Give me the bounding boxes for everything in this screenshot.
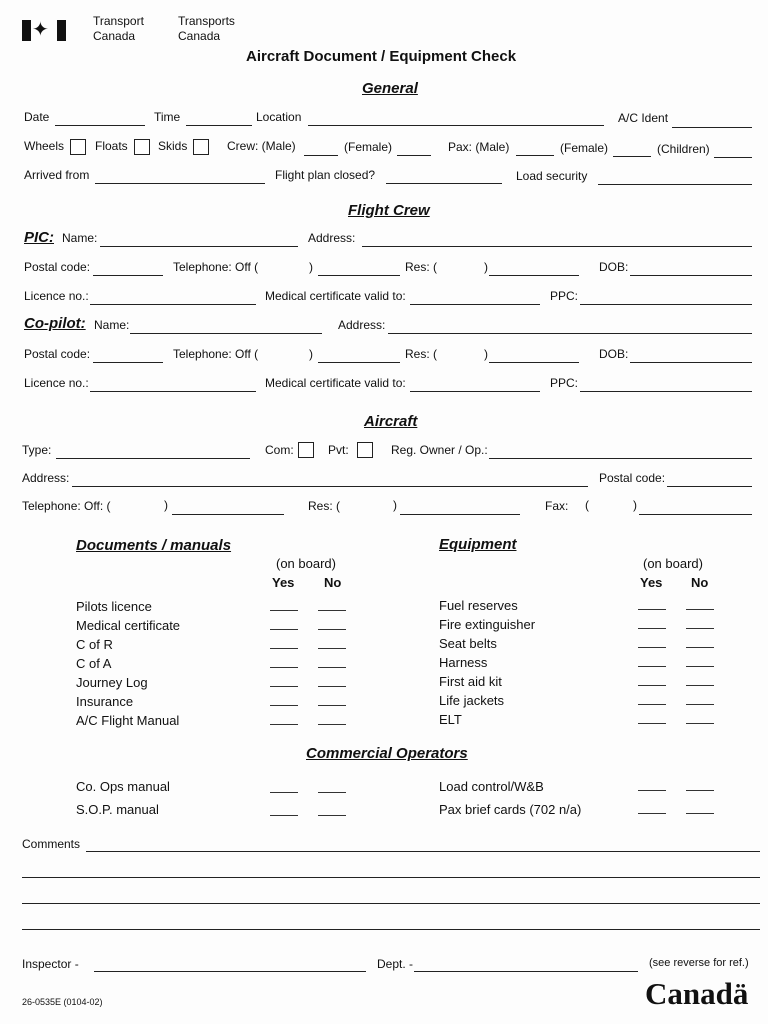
equipment-no-blank[interactable]: [686, 685, 714, 686]
commercial-no-blank[interactable]: [318, 792, 346, 793]
form-title: Aircraft Document / Equipment Check: [246, 48, 517, 65]
document-item: Journey Log: [76, 675, 148, 690]
equipment-item: ELT: [439, 712, 462, 727]
arrived-from-field[interactable]: [95, 183, 265, 184]
commercial-no-blank[interactable]: [318, 815, 346, 816]
document-no-blank[interactable]: [318, 629, 346, 630]
floats-label: Floats: [95, 139, 128, 153]
pic-dob-field[interactable]: [630, 275, 752, 276]
document-no-blank[interactable]: [318, 686, 346, 687]
form-number: 26-0535E (0104-02): [22, 997, 103, 1007]
pic-telephone-paren: ): [309, 260, 313, 274]
document-item: C of A: [76, 656, 112, 671]
commercial-yes-blank[interactable]: [270, 815, 298, 816]
document-yes-blank[interactable]: [270, 724, 298, 725]
reg-owner-field[interactable]: [489, 458, 752, 459]
document-no-blank[interactable]: [318, 705, 346, 706]
crew-female-label: (Female): [344, 140, 393, 154]
copilot-name-field[interactable]: [130, 333, 322, 334]
copilot-name-label: Name:: [94, 318, 130, 332]
equipment-yes-blank[interactable]: [638, 647, 666, 648]
pic-dob-label: DOB:: [599, 260, 629, 274]
commercial-yes-blank[interactable]: [638, 813, 666, 814]
aircraft-heading: Aircraft: [364, 413, 418, 430]
copilot-ppc-field[interactable]: [580, 391, 752, 392]
reg-owner-label: Reg. Owner / Op.:: [391, 443, 488, 457]
document-yes-blank[interactable]: [270, 648, 298, 649]
fax-label: Fax:: [545, 499, 569, 513]
pvt-label: Pvt:: [328, 443, 349, 457]
equipment-no-blank[interactable]: [686, 704, 714, 705]
time-label: Time: [154, 110, 181, 124]
document-yes-blank[interactable]: [270, 686, 298, 687]
aircraft-telephone-label: Telephone: Off: (: [22, 499, 111, 513]
canada-wordmark: Canadä: [645, 976, 749, 1011]
commercial-item: Load control/W&B: [439, 779, 544, 794]
load-security-label: Load security: [516, 169, 588, 183]
equipment-yes-blank[interactable]: [638, 609, 666, 610]
equipment-on-board-label: (on board): [643, 556, 703, 571]
document-item: A/C Flight Manual: [76, 713, 180, 728]
commercial-no-blank[interactable]: [686, 813, 714, 814]
dept-label: Dept. -: [377, 957, 414, 971]
crew-female-field[interactable]: [397, 155, 431, 156]
commercial-item: Co. Ops manual: [76, 779, 170, 794]
comments-label: Comments: [22, 837, 81, 851]
pax-male-field[interactable]: [516, 155, 554, 156]
document-yes-blank[interactable]: [270, 667, 298, 668]
floats-checkbox[interactable]: [134, 139, 150, 155]
skids-checkbox[interactable]: [193, 139, 209, 155]
pax-female-field[interactable]: [613, 156, 651, 157]
equipment-yes-blank[interactable]: [638, 628, 666, 629]
aircraft-res-field[interactable]: [400, 514, 520, 515]
equipment-item: Fuel reserves: [439, 598, 518, 613]
equipment-no-blank[interactable]: [686, 647, 714, 648]
equipment-yes-blank[interactable]: [638, 704, 666, 705]
pic-name-field[interactable]: [100, 246, 298, 247]
crew-male-label: Crew: (Male): [227, 139, 296, 153]
dept-name-en-line1: Transport: [93, 14, 144, 28]
aircraft-res-label: Res: (: [308, 499, 341, 513]
documents-on-board-label: (on board): [276, 556, 336, 571]
documents-yes-header: Yes: [272, 575, 295, 590]
see-reverse-note: (see reverse for ref.): [649, 957, 749, 969]
date-field[interactable]: [55, 125, 145, 126]
com-checkbox[interactable]: [298, 442, 314, 458]
aircraft-type-label: Type:: [22, 443, 52, 457]
copilot-res-paren: ): [484, 347, 488, 361]
documents-no-header: No: [324, 575, 342, 590]
aircraft-postal-code-label: Postal code:: [599, 471, 666, 485]
pic-name-label: Name:: [62, 231, 98, 245]
equipment-item: Seat belts: [439, 636, 497, 651]
copilot-label: Co-pilot:: [24, 315, 86, 332]
copilot-res-label: Res: (: [405, 347, 438, 361]
general-heading: General: [362, 80, 418, 97]
date-label: Date: [24, 110, 50, 124]
load-security-field[interactable]: [598, 184, 752, 185]
flight-plan-closed-label: Flight plan closed?: [275, 168, 376, 182]
aircraft-type-field[interactable]: [56, 458, 250, 459]
commercial-item: S.O.P. manual: [76, 802, 159, 817]
document-yes-blank[interactable]: [270, 629, 298, 630]
copilot-ppc-label: PPC:: [550, 376, 579, 390]
equipment-no-blank[interactable]: [686, 723, 714, 724]
commercial-no-blank[interactable]: [686, 790, 714, 791]
copilot-medical-label: Medical certificate valid to:: [265, 376, 406, 390]
pic-licence-field[interactable]: [90, 304, 256, 305]
ac-ident-field[interactable]: [672, 127, 752, 128]
arrived-from-label: Arrived from: [24, 168, 90, 182]
comments-line[interactable]: [22, 929, 760, 930]
copilot-telephone-label: Telephone: Off (: [173, 347, 259, 361]
comments-line[interactable]: [22, 877, 760, 878]
flight-crew-heading: Flight Crew: [348, 202, 430, 219]
flight-plan-closed-field[interactable]: [386, 183, 502, 184]
equipment-yes-blank[interactable]: [638, 685, 666, 686]
equipment-no-blank[interactable]: [686, 666, 714, 667]
document-yes-blank[interactable]: [270, 610, 298, 611]
maple-leaf-icon: ✦: [32, 19, 49, 41]
pvt-checkbox[interactable]: [357, 442, 373, 458]
copilot-telephone-field[interactable]: [318, 362, 400, 363]
pic-address-field[interactable]: [362, 246, 752, 247]
pax-male-label: Pax: (Male): [448, 140, 510, 154]
pic-ppc-field[interactable]: [580, 304, 752, 305]
document-no-blank[interactable]: [318, 724, 346, 725]
equipment-yes-blank[interactable]: [638, 723, 666, 724]
aircraft-address-field[interactable]: [72, 486, 588, 487]
aircraft-postal-code-field[interactable]: [667, 486, 752, 487]
comments-line[interactable]: [86, 851, 760, 852]
pic-licence-label: Licence no.:: [24, 289, 89, 303]
equipment-item: Fire extinguisher: [439, 617, 536, 632]
pic-telephone-field[interactable]: [318, 275, 400, 276]
equipment-item: Life jackets: [439, 693, 505, 708]
location-field[interactable]: [308, 125, 604, 126]
wheels-checkbox[interactable]: [70, 139, 86, 155]
equipment-no-header: No: [691, 575, 709, 590]
equipment-heading: Equipment: [439, 536, 517, 553]
pic-medical-label: Medical certificate valid to:: [265, 289, 406, 303]
dept-field[interactable]: [414, 971, 638, 972]
copilot-res-field[interactable]: [489, 362, 579, 363]
pic-ppc-label: PPC:: [550, 289, 579, 303]
comments-line[interactable]: [22, 903, 760, 904]
com-label: Com:: [265, 443, 294, 457]
location-label: Location: [256, 110, 302, 124]
copilot-address-field[interactable]: [388, 333, 752, 334]
pic-telephone-label: Telephone: Off (: [173, 260, 259, 274]
copilot-licence-field[interactable]: [90, 391, 256, 392]
crew-male-field[interactable]: [304, 155, 338, 156]
aircraft-address-label: Address:: [22, 471, 70, 485]
commercial-item: Pax brief cards (702 n/a): [439, 802, 582, 817]
copilot-postal-code-label: Postal code:: [24, 347, 91, 361]
copilot-licence-label: Licence no.:: [24, 376, 89, 390]
document-no-blank[interactable]: [318, 610, 346, 611]
document-item: Insurance: [76, 694, 134, 709]
fax-close-paren: ): [633, 498, 637, 512]
children-label: (Children): [657, 142, 710, 156]
fax-field[interactable]: [639, 514, 752, 515]
document-no-blank[interactable]: [318, 648, 346, 649]
commercial-yes-blank[interactable]: [270, 792, 298, 793]
pic-res-field[interactable]: [489, 275, 579, 276]
copilot-address-label: Address:: [338, 318, 386, 332]
document-item: C of R: [76, 637, 113, 652]
documents-heading: Documents / manuals: [76, 537, 232, 554]
fax-open-paren: (: [585, 498, 589, 512]
copilot-telephone-paren: ): [309, 347, 313, 361]
copilot-postal-code-field[interactable]: [93, 362, 163, 363]
skids-label: Skids: [158, 139, 188, 153]
dept-name-fr-line2: Canada: [178, 29, 221, 43]
aircraft-telephone-field[interactable]: [172, 514, 284, 515]
aircraft-telephone-paren: ): [164, 498, 168, 512]
inspector-field[interactable]: [94, 971, 366, 972]
aircraft-res-paren: ): [393, 498, 397, 512]
equipment-yes-blank[interactable]: [638, 666, 666, 667]
document-yes-blank[interactable]: [270, 705, 298, 706]
ac-ident-label: A/C Ident: [618, 111, 669, 125]
pic-address-label: Address:: [308, 231, 356, 245]
commercial-operators-heading: Commercial Operators: [306, 745, 468, 762]
equipment-no-blank[interactable]: [686, 609, 714, 610]
children-field[interactable]: [714, 157, 752, 158]
pic-postal-code-label: Postal code:: [24, 260, 91, 274]
document-item: Medical certificate: [76, 618, 181, 633]
wheels-label: Wheels: [24, 139, 65, 153]
copilot-dob-label: DOB:: [599, 347, 629, 361]
document-item: Pilots licence: [76, 599, 152, 614]
equipment-no-blank[interactable]: [686, 628, 714, 629]
pic-res-paren: ): [484, 260, 488, 274]
dept-name-en-line2: Canada: [93, 29, 136, 43]
equipment-item: Harness: [439, 655, 488, 670]
commercial-yes-blank[interactable]: [638, 790, 666, 791]
equipment-item: First aid kit: [439, 674, 502, 689]
pic-medical-field[interactable]: [410, 304, 540, 305]
copilot-dob-field[interactable]: [630, 362, 752, 363]
dept-name-fr-line1: Transports: [178, 14, 235, 28]
inspector-label: Inspector -: [22, 957, 79, 971]
time-field[interactable]: [186, 125, 252, 126]
pax-female-label: (Female): [560, 141, 609, 155]
copilot-medical-field[interactable]: [410, 391, 540, 392]
document-no-blank[interactable]: [318, 667, 346, 668]
pic-postal-code-field[interactable]: [93, 275, 163, 276]
pic-res-label: Res: (: [405, 260, 438, 274]
equipment-yes-header: Yes: [640, 575, 663, 590]
pic-label: PIC:: [24, 229, 54, 246]
